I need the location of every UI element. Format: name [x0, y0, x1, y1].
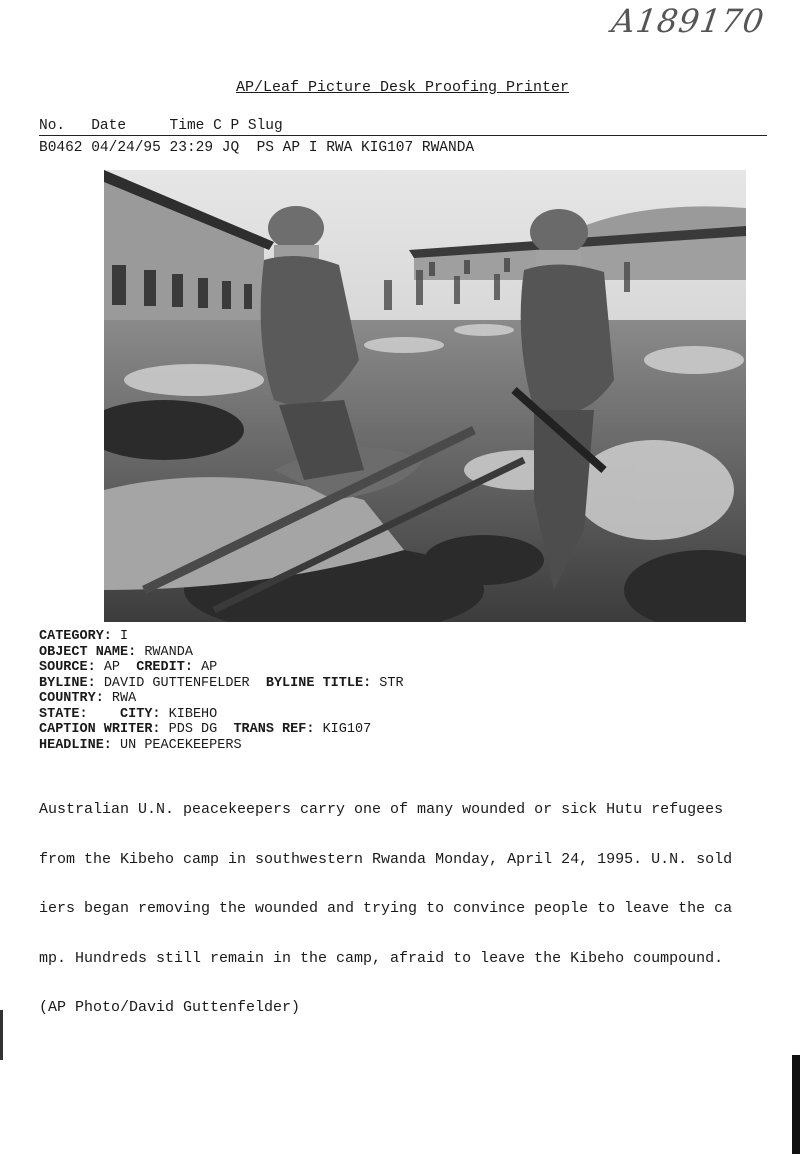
meta-headline — [39, 738, 404, 754]
caption-line: mp. Hundreds still remain in the camp, afraid to leave the Kibeho coumpound. — [39, 949, 724, 967]
news-photo — [104, 170, 746, 622]
meta-category — [39, 629, 404, 645]
record-date: 04/24/95 — [91, 140, 161, 156]
trans-ref-value: KIG107 — [322, 722, 372, 737]
meta-source — [39, 660, 404, 676]
col-slug: Slug — [247, 118, 283, 134]
handwritten-archive-id: A189170 — [609, 2, 767, 40]
metadata-block — [39, 629, 404, 753]
caption-line: iers began removing the wounded and trying to convince people to leave the ca — [39, 900, 733, 917]
source-label: SOURCE: — [39, 660, 96, 675]
caption-writer-label: CAPTION WRITER: — [39, 722, 161, 737]
meta-object-name — [39, 645, 404, 661]
credit-label: CREDIT: — [136, 660, 193, 675]
col-date: Date — [91, 118, 127, 134]
byline-title-label: BYLINE TITLE: — [265, 675, 372, 691]
col-no: No. — [39, 118, 66, 134]
caption-line: (AP Photo/David Guttenfelder) — [39, 999, 301, 1016]
meta-state-city — [39, 707, 404, 723]
city-label: CITY: — [120, 706, 161, 722]
record-cp: JQ — [221, 140, 240, 156]
object-name-label: OBJECT NAME: — [39, 644, 137, 660]
record-row — [39, 140, 474, 156]
category-label: CATEGORY: — [39, 629, 112, 644]
city-value: KIBEHO — [168, 706, 218, 722]
byline-label: BYLINE: — [39, 675, 96, 691]
col-time: Time — [169, 118, 205, 134]
meta-byline — [39, 676, 404, 692]
caption-line: from the Kibeho camp in southwestern Rwanda Monday, April 24, 1995. U.N. sold — [39, 850, 733, 868]
column-header-row — [39, 118, 767, 136]
trans-ref-label: TRANS REF: — [233, 722, 315, 737]
state-label: STATE: — [39, 706, 88, 722]
record-slug: PS AP I RWA KIG107 RWANDA — [256, 140, 475, 156]
headline-value: UN PEACEKEEPERS — [120, 737, 242, 753]
document-title: AP/Leaf Picture Desk Proofing Printer — [236, 79, 570, 96]
byline-title-value: STR — [379, 675, 404, 691]
record-time: 23:29 — [169, 140, 214, 156]
category-value: I — [120, 629, 129, 644]
headline-label: HEADLINE: — [39, 737, 112, 753]
source-value: AP — [103, 660, 121, 675]
scan-edge-mark-left — [0, 1010, 3, 1060]
meta-caption-writer — [39, 722, 404, 738]
record-no: B0462 — [39, 140, 83, 156]
country-value: RWA — [111, 691, 137, 706]
credit-value: AP — [201, 660, 218, 675]
byline-value: DAVID GUTTENFELDER — [103, 675, 250, 691]
country-label: COUNTRY: — [39, 691, 104, 706]
col-cp: C P — [213, 118, 240, 134]
photo-illustration — [104, 170, 746, 622]
scan-edge-mark — [792, 1055, 800, 1154]
photo-caption — [39, 769, 774, 1033]
meta-country — [39, 691, 404, 707]
caption-line: Australian U.N. peacekeepers carry one of many wounded or sick Hutu refugees — [39, 801, 724, 818]
caption-writer-value: PDS DG — [168, 722, 218, 737]
object-name-value: RWANDA — [144, 644, 193, 660]
